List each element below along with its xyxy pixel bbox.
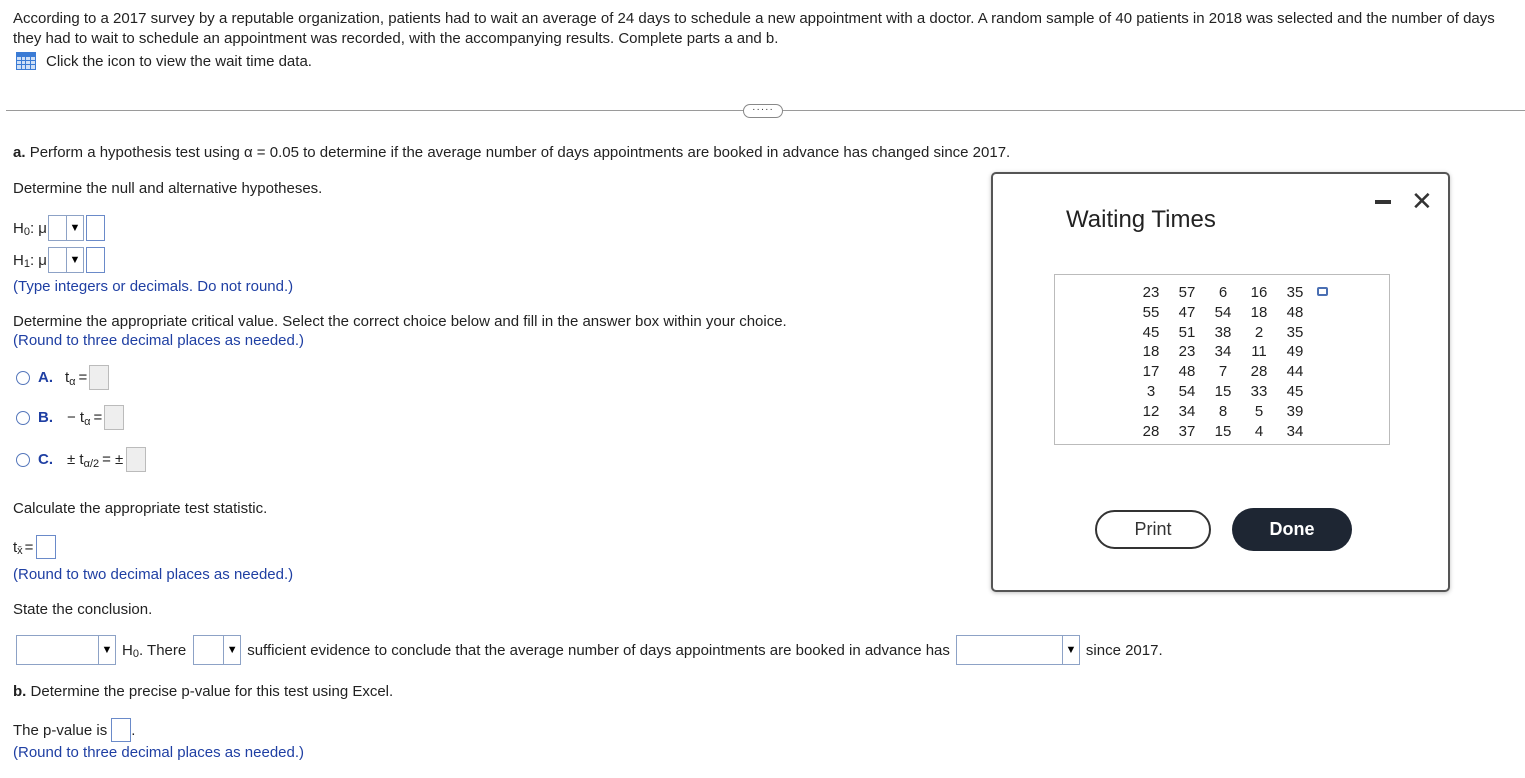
- waiting-times-grid: [1133, 283, 1313, 441]
- table-cell: 23: [1142, 284, 1160, 301]
- table-cell: 37: [1178, 422, 1196, 440]
- table-cell: 2: [1254, 323, 1264, 341]
- choice-b-input[interactable]: [104, 405, 124, 430]
- table-cell: 28: [1142, 422, 1160, 440]
- close-icon[interactable]: ✕: [1411, 186, 1433, 216]
- table-cell: 47: [1178, 303, 1196, 321]
- table-cell: 12: [1142, 402, 1160, 420]
- table-cell: 55: [1142, 303, 1160, 321]
- table-cell: 16: [1250, 284, 1268, 301]
- choice-b[interactable]: B. − t α =: [16, 405, 124, 430]
- test-statistic-note: (Round to two decimal places as needed.): [13, 566, 294, 583]
- table-icon[interactable]: [16, 52, 36, 70]
- table-cell: 51: [1178, 323, 1196, 341]
- table-cell: 33: [1250, 382, 1268, 400]
- dropdown-arrow-icon: ▼: [223, 636, 240, 664]
- change-dropdown[interactable]: [956, 635, 1080, 665]
- table-cell: 17: [1142, 363, 1160, 381]
- null-value-input[interactable]: [86, 215, 105, 241]
- null-hypothesis-row: H 0 : μ ▼: [13, 215, 105, 241]
- hypotheses-prompt: Determine the null and alternative hypotheses.: [13, 180, 323, 197]
- table-cell: 28: [1250, 363, 1268, 381]
- table-cell: 5: [1254, 402, 1264, 420]
- done-button[interactable]: Done: [1232, 508, 1352, 551]
- table-cell: 35: [1286, 323, 1304, 341]
- pvalue-row: The p-value is .: [13, 718, 135, 742]
- conclusion-row: ▼ H 0 . There ▼ sufficient evidence to conclude that the average number of days appointments are booked in advance has ▼ since 2017.: [16, 635, 1163, 665]
- dropdown-arrow-icon: ▼: [66, 248, 83, 272]
- critical-value-note: (Round to three decimal places as needed.): [13, 332, 305, 349]
- dropdown-arrow-icon: ▼: [1062, 636, 1079, 664]
- minimize-icon[interactable]: [1375, 200, 1391, 204]
- table-cell: 11: [1251, 343, 1267, 361]
- table-cell: 45: [1142, 323, 1160, 341]
- conclusion-prompt: State the conclusion.: [13, 601, 153, 618]
- choice-c-input[interactable]: [126, 447, 146, 472]
- print-button[interactable]: Print: [1095, 510, 1211, 549]
- choice-c[interactable]: C. ± t α/2 = ±: [16, 447, 146, 472]
- table-cell: 3: [1146, 382, 1156, 400]
- evidence-dropdown[interactable]: [193, 635, 241, 665]
- table-cell: 34: [1178, 402, 1196, 420]
- choice-b-radio[interactable]: [16, 411, 30, 425]
- pvalue-note: (Round to three decimal places as needed.): [13, 744, 305, 761]
- table-cell: 34: [1286, 422, 1304, 440]
- copy-icon[interactable]: [1317, 287, 1328, 296]
- alt-value-input[interactable]: [86, 247, 105, 273]
- table-cell: 54: [1178, 382, 1196, 400]
- table-cell: 57: [1178, 284, 1196, 301]
- critical-value-prompt: Determine the appropriate critical value. Select the correct choice below and fill in the answer box within your choice.: [13, 313, 787, 330]
- alt-hypothesis-row: H 1 : μ ▼: [13, 247, 105, 273]
- table-cell: 15: [1214, 422, 1232, 440]
- table-cell: 38: [1214, 323, 1232, 341]
- table-cell: 4: [1254, 422, 1264, 440]
- table-cell: 34: [1214, 343, 1232, 361]
- table-cell: 23: [1178, 343, 1196, 361]
- table-cell: 54: [1214, 303, 1232, 321]
- table-cell: 15: [1214, 382, 1232, 400]
- part-b-question: b. Determine the precise p-value for this test using Excel.: [13, 683, 394, 700]
- table-cell: 48: [1286, 303, 1304, 321]
- test-statistic-row: t x̄ =: [13, 535, 56, 559]
- dropdown-arrow-icon: ▼: [98, 636, 115, 664]
- alt-operator-dropdown[interactable]: [48, 247, 84, 273]
- wait-data-link[interactable]: [16, 52, 312, 70]
- test-statistic-input[interactable]: [36, 535, 56, 559]
- table-cell: 6: [1218, 284, 1228, 301]
- reject-decision-dropdown[interactable]: [16, 635, 116, 665]
- table-cell: 35: [1286, 284, 1304, 301]
- table-cell: 45: [1286, 382, 1304, 400]
- pvalue-input[interactable]: [111, 718, 131, 742]
- choice-c-radio[interactable]: [16, 453, 30, 467]
- dialog-title: Waiting Times: [1066, 206, 1216, 233]
- table-cell: 18: [1142, 343, 1160, 361]
- part-a-question: a. Perform a hypothesis test using α = 0.05 to determine if the average number of days appointments are booked in advance has changed since 2017.: [13, 144, 1011, 161]
- choice-a-radio[interactable]: [16, 371, 30, 385]
- table-cell: 48: [1178, 363, 1196, 381]
- choice-a-input[interactable]: [89, 365, 109, 390]
- table-cell: 8: [1218, 402, 1228, 420]
- wait-data-link-text[interactable]: Click the icon to view the wait time data.: [46, 52, 312, 70]
- choice-a[interactable]: A. t α =: [16, 365, 109, 390]
- dropdown-arrow-icon: ▼: [66, 216, 83, 240]
- hypotheses-note: (Type integers or decimals. Do not round.): [13, 278, 294, 295]
- problem-intro: According to a 2017 survey by a reputable organization, patients had to wait an average of 24 days to schedule a new appointment with a doctor. A random sample of 40 patients in 2018 was selected and the number of days they had to wait to schedule an appointment was recorded, with the accompanying results. Complete parts a and b.: [13, 10, 1495, 47]
- waiting-times-dialog: [991, 172, 1450, 592]
- table-cell: 7: [1218, 363, 1228, 381]
- test-statistic-prompt: Calculate the appropriate test statistic.: [13, 500, 268, 517]
- table-cell: 39: [1286, 402, 1304, 420]
- expand-button[interactable]: ·····: [743, 104, 783, 118]
- table-cell: 18: [1250, 303, 1268, 321]
- null-operator-dropdown[interactable]: [48, 215, 84, 241]
- table-cell: 44: [1286, 363, 1304, 381]
- waiting-times-table: [1054, 274, 1390, 445]
- table-cell: 49: [1286, 343, 1304, 361]
